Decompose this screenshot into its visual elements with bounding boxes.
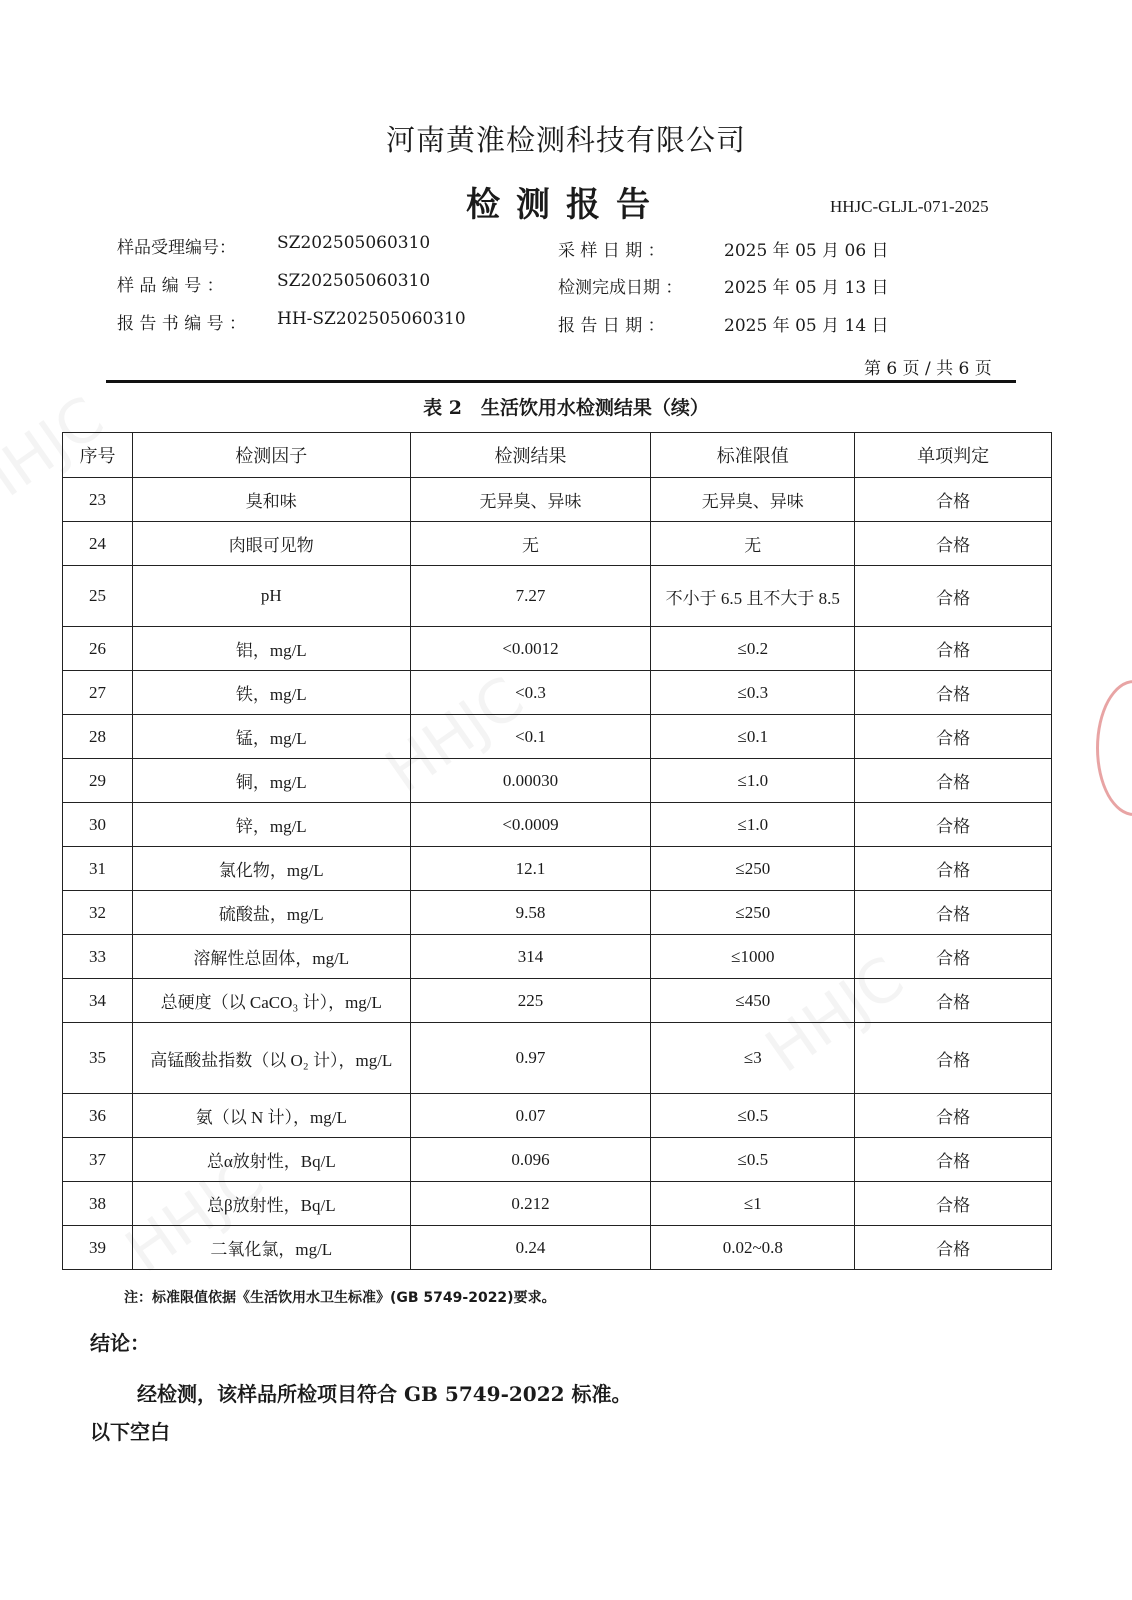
table-row [63, 627, 1052, 671]
test-item: 总β放射性，Bq/L [132, 1182, 410, 1226]
judgement: 合格 [855, 1094, 1052, 1138]
row-index: 28 [63, 715, 133, 759]
table-row [63, 715, 1052, 759]
test-item: 氯化物，mg/L [132, 847, 410, 891]
page-number: 第 6 页 / 共 6 页 [864, 359, 992, 379]
conclusion-text: 经检测，该样品所检项目符合 GB 5749-2022 标准。 [137, 1382, 632, 1406]
table-row [63, 1182, 1052, 1226]
test-item: 铝，mg/L [132, 627, 410, 671]
row-index: 25 [63, 566, 133, 627]
table-row [63, 478, 1052, 522]
test-result: 0.00030 [410, 759, 651, 803]
standard-limit: ≤450 [651, 979, 855, 1023]
table-row [63, 566, 1052, 627]
column-header: 检测结果 [410, 433, 651, 478]
judgement: 合格 [855, 935, 1052, 979]
judgement: 合格 [855, 803, 1052, 847]
row-index: 35 [63, 1023, 133, 1094]
test-item: 锌，mg/L [132, 803, 410, 847]
judgement: 合格 [855, 1226, 1052, 1270]
standard-note: 注：标准限值依据《生活饮用水卫生标准》(GB 5749-2022)要求。 [124, 1290, 556, 1306]
test-result: 无异臭、异味 [410, 478, 651, 522]
test-result: 0.24 [410, 1226, 651, 1270]
standard-limit: ≤250 [651, 891, 855, 935]
table-row [63, 935, 1052, 979]
results-table [62, 432, 1052, 1270]
standard-limit: ≤0.3 [651, 671, 855, 715]
row-index: 31 [63, 847, 133, 891]
test-result: 0.07 [410, 1094, 651, 1138]
column-header: 检测因子 [132, 433, 410, 478]
test-item: 溶解性总固体，mg/L [132, 935, 410, 979]
seal-stamp-edge [1096, 680, 1132, 816]
standard-limit: ≤0.2 [651, 627, 855, 671]
row-index: 30 [63, 803, 133, 847]
test-item: 臭和味 [132, 478, 410, 522]
row-index: 36 [63, 1094, 133, 1138]
standard-limit: 无 [651, 522, 855, 566]
row-index: 26 [63, 627, 133, 671]
test-result: <0.3 [410, 671, 651, 715]
table-row [63, 671, 1052, 715]
table-row [63, 1094, 1052, 1138]
row-index: 39 [63, 1226, 133, 1270]
judgement: 合格 [855, 522, 1052, 566]
judgement: 合格 [855, 566, 1052, 627]
test-result: 314 [410, 935, 651, 979]
standard-limit: ≤0.5 [651, 1094, 855, 1138]
results-body [63, 478, 1052, 1270]
test-result: 9.58 [410, 891, 651, 935]
table-row [63, 803, 1052, 847]
report-no: HH-SZ202505060310 [277, 309, 466, 329]
table-row [63, 979, 1052, 1023]
standard-limit: ≤1.0 [651, 803, 855, 847]
standard-limit: 无异臭、异味 [651, 478, 855, 522]
test-result: <0.0012 [410, 627, 651, 671]
row-index: 27 [63, 671, 133, 715]
test-result: <0.1 [410, 715, 651, 759]
standard-limit: ≤1.0 [651, 759, 855, 803]
judgement: 合格 [855, 1182, 1052, 1226]
row-index: 32 [63, 891, 133, 935]
test-item: 总硬度（以 CaCO₃ 计），mg/L [132, 979, 410, 1023]
table-title: 表 2 生活饮用水检测结果（续） [423, 397, 709, 419]
row-index: 34 [63, 979, 133, 1023]
sampling-date: 2025 年 05 月 06 日 [724, 241, 889, 261]
test-item: 高锰酸盐指数（以 O₂ 计），mg/L [132, 1023, 410, 1094]
judgement: 合格 [855, 1138, 1052, 1182]
table-row [63, 1138, 1052, 1182]
standard-limit: ≤1 [651, 1182, 855, 1226]
test-item: 铁，mg/L [132, 671, 410, 715]
document-code: HHJC-GLJL-071-2025 [830, 197, 989, 216]
sampling-date-label: 采 样 日 期 ： [558, 241, 665, 261]
table-header-row [63, 433, 1052, 478]
standard-limit: ≤1000 [651, 935, 855, 979]
judgement: 合格 [855, 715, 1052, 759]
table-row [63, 1226, 1052, 1270]
acceptance-no-label: 样品受理编号： [117, 238, 236, 258]
sample-no-label: 样 品 编 号 ： [117, 276, 224, 296]
test-item: 二氧化氯，mg/L [132, 1226, 410, 1270]
test-item: pH [132, 566, 410, 627]
acceptance-no: SZ202505060310 [277, 233, 431, 253]
judgement: 合格 [855, 759, 1052, 803]
standard-limit: 0.02~0.8 [651, 1226, 855, 1270]
judgement: 合格 [855, 979, 1052, 1023]
judgement: 合格 [855, 847, 1052, 891]
test-result: 0.212 [410, 1182, 651, 1226]
test-result: <0.0009 [410, 803, 651, 847]
test-result: 12.1 [410, 847, 651, 891]
column-header: 单项判定 [855, 433, 1052, 478]
standard-limit: 不小于 6.5 且不大于 8.5 [651, 566, 855, 627]
blank-below-note: 以下空白 [90, 1420, 170, 1444]
report-title: 检测报告 [466, 185, 666, 225]
table-row [63, 759, 1052, 803]
table-row [63, 847, 1052, 891]
test-result: 0.096 [410, 1138, 651, 1182]
row-index: 23 [63, 478, 133, 522]
column-header: 序号 [63, 433, 133, 478]
table-row [63, 891, 1052, 935]
row-index: 33 [63, 935, 133, 979]
company-name: 河南黄淮检测科技有限公司 [385, 123, 746, 157]
test-item: 氨（以 N 计），mg/L [132, 1094, 410, 1138]
standard-limit: ≤250 [651, 847, 855, 891]
header-rule [106, 380, 1016, 383]
test-result: 无 [410, 522, 651, 566]
standard-limit: ≤3 [651, 1023, 855, 1094]
judgement: 合格 [855, 671, 1052, 715]
row-index: 29 [63, 759, 133, 803]
row-index: 37 [63, 1138, 133, 1182]
test-item: 硫酸盐，mg/L [132, 891, 410, 935]
test-item: 锰，mg/L [132, 715, 410, 759]
table-row [63, 522, 1052, 566]
row-index: 24 [63, 522, 133, 566]
report-date: 2025 年 05 月 14 日 [724, 316, 889, 336]
report-date-label: 报 告 日 期 ： [558, 316, 665, 336]
standard-limit: ≤0.5 [651, 1138, 855, 1182]
sample-no: SZ202505060310 [277, 271, 431, 291]
column-header: 标准限值 [651, 433, 855, 478]
judgement: 合格 [855, 891, 1052, 935]
report-no-label: 报 告 书 编 号 ： [117, 314, 247, 334]
test-result: 225 [410, 979, 651, 1023]
completion-date-label: 检测完成日期 ： [558, 278, 683, 298]
judgement: 合格 [855, 627, 1052, 671]
standard-limit: ≤0.1 [651, 715, 855, 759]
table-row [63, 1023, 1052, 1094]
judgement: 合格 [855, 1023, 1052, 1094]
judgement: 合格 [855, 478, 1052, 522]
test-result: 7.27 [410, 566, 651, 627]
completion-date: 2025 年 05 月 13 日 [724, 278, 889, 298]
row-index: 38 [63, 1182, 133, 1226]
conclusion-heading: 结论： [90, 1331, 150, 1355]
test-result: 0.97 [410, 1023, 651, 1094]
test-item: 铜，mg/L [132, 759, 410, 803]
test-item: 肉眼可见物 [132, 522, 410, 566]
test-item: 总α放射性，Bq/L [132, 1138, 410, 1182]
